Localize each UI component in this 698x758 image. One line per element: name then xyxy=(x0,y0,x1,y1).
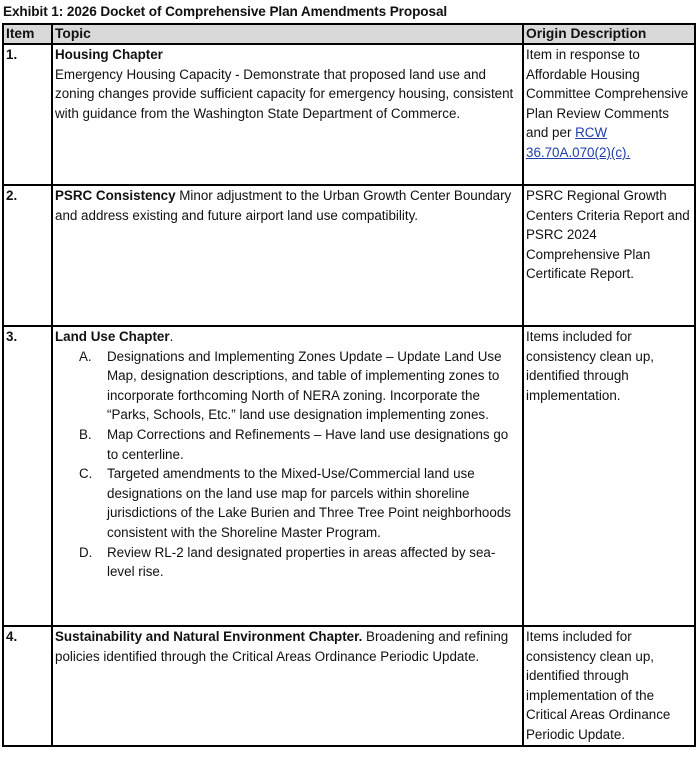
sub-item-list xyxy=(55,347,520,582)
column-header-topic: Topic xyxy=(52,24,523,44)
sub-item xyxy=(55,464,520,542)
table-row xyxy=(3,626,695,746)
topic-cell xyxy=(52,626,523,746)
origin-text: Items included for consistency clean up, identified through implementation. xyxy=(526,329,655,403)
origin-cell xyxy=(523,626,695,746)
sub-item-letter: C. xyxy=(79,466,93,482)
topic-title: Sustainability and Natural Environment Chapter. xyxy=(55,629,363,644)
topic-title: Housing Chapter xyxy=(55,47,163,62)
sub-item-letter: A. xyxy=(79,348,92,364)
sub-item-text: Targeted amendments to the Mixed-Use/Commercial land use designations on the land use map for parcels within shoreline jurisdictions of the Lake Burien and Three Tree Point neighborhoods consistent with the Shoreline Master Program. xyxy=(107,466,511,540)
topic-title: PSRC Consistency xyxy=(55,188,176,203)
sub-item xyxy=(55,425,520,464)
exhibit-title: Exhibit 1: 2026 Docket of Comprehensive Plan Amendments Proposal xyxy=(3,4,448,19)
sub-item xyxy=(55,347,520,425)
topic-title: Land Use Chapter xyxy=(55,329,170,344)
origin-text: Item in response to Affordable Housing Committee Comprehensive Plan Review Comments and per xyxy=(526,47,689,141)
rcw-link[interactable]: RCW 36.70A.070(2)(c). xyxy=(526,125,631,160)
sub-item-text: Review RL-2 land designated properties in areas affected by sea-level rise. xyxy=(107,544,496,580)
column-header-origin: Origin Description xyxy=(523,24,695,44)
table-header-row xyxy=(3,24,695,44)
topic-body: Minor adjustment to the Urban Growth Center Boundary and address existing and future airport land use compatibility. xyxy=(55,188,512,223)
topic-body: Emergency Housing Capacity - Demonstrate that proposed land use and zoning changes provide sufficient capacity for emergency housing, consistent with guidance from the Washington State Department of Commerce. xyxy=(55,66,514,121)
origin-text: PSRC Regional Growth Centers Criteria Report and PSRC 2024 Comprehensive Plan Certificate Report. xyxy=(526,188,690,282)
topic-cell xyxy=(52,326,523,626)
topic-body: Broadening and refining policies identified through the Critical Areas Ordinance Periodic Update. xyxy=(55,629,509,664)
sub-item xyxy=(55,543,520,582)
table-row xyxy=(3,44,695,185)
column-header-item: Item xyxy=(3,24,52,44)
item-number: 2. xyxy=(3,185,52,326)
topic-cell xyxy=(52,185,523,326)
topic-title-suffix: . xyxy=(169,329,174,344)
table-row xyxy=(3,185,695,326)
docket-table xyxy=(2,23,696,747)
sub-item-letter: D. xyxy=(79,544,93,560)
origin-cell xyxy=(523,44,695,185)
item-number: 4. xyxy=(3,626,52,746)
origin-cell xyxy=(523,326,695,626)
sub-item-text: Designations and Implementing Zones Update – Update Land Use Map, designation descriptions, and table of implementing zones to incorporate forthcoming North of NERA zoning. Incorporate the “Parks, Schools, Etc.” land use designation implementing zones. xyxy=(107,348,502,423)
origin-cell xyxy=(523,185,695,326)
item-number: 1. xyxy=(3,44,52,185)
table-row xyxy=(3,326,695,626)
sub-item-text: Map Corrections and Refinements – Have land use designations go to centerline. xyxy=(107,426,509,462)
sub-item-letter: B. xyxy=(79,426,92,442)
origin-text: Items included for consistency clean up, identified through implementation of the Critical Areas Ordinance Periodic Update. xyxy=(526,629,671,742)
topic-cell xyxy=(52,44,523,185)
item-number: 3. xyxy=(3,326,52,626)
